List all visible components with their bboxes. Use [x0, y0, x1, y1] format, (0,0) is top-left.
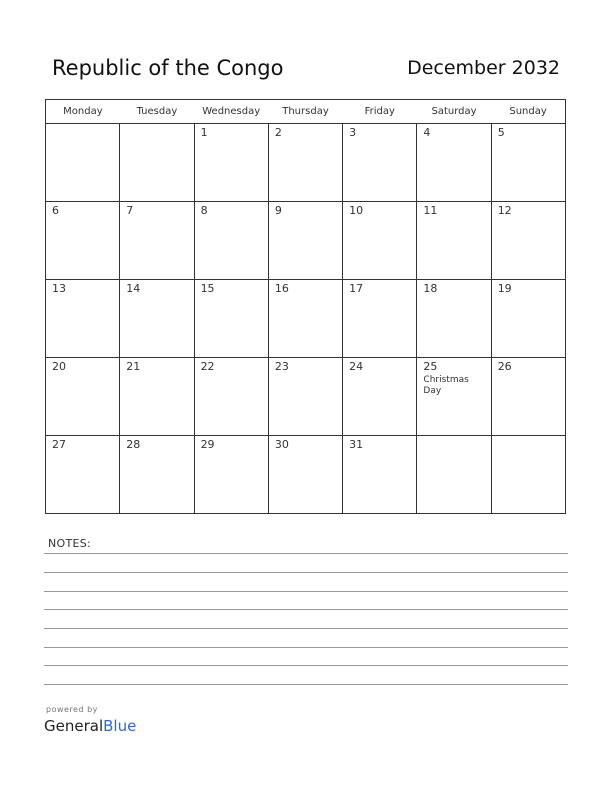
logo-general-text: General: [44, 717, 104, 735]
day-number: 28: [126, 438, 141, 451]
day-number: 4: [423, 126, 431, 139]
calendar-country-title: Republic of the Congo: [52, 56, 284, 80]
day-number: 15: [200, 282, 215, 295]
weekday-header: Tuesday: [120, 100, 194, 124]
day-cell: [343, 124, 417, 202]
holiday-label: Christmas Day: [423, 375, 469, 396]
notes-line: [44, 553, 568, 554]
day-cell: [343, 358, 417, 436]
day-cell: [46, 358, 120, 436]
notes-label: NOTES:: [48, 537, 92, 550]
day-cell: [417, 280, 491, 358]
notes-line: [44, 647, 568, 648]
day-cell: [120, 280, 194, 358]
day-cell: [268, 124, 342, 202]
notes-line: [44, 572, 568, 573]
day-number: 8: [200, 204, 208, 217]
day-cell: [417, 202, 491, 280]
day-number: [120, 124, 193, 126]
day-number: 29: [200, 438, 215, 451]
day-number: 1: [200, 126, 208, 139]
day-cell: [194, 202, 268, 280]
generalblue-logo: [44, 717, 136, 735]
day-number: 2: [274, 126, 282, 139]
day-number: 31: [349, 438, 364, 451]
week-row: [46, 202, 566, 280]
day-number: [46, 124, 119, 126]
day-cell: [268, 358, 342, 436]
day-number: 14: [126, 282, 141, 295]
weekday-header: Friday: [343, 100, 417, 124]
day-number: 17: [349, 282, 364, 295]
day-number: 3: [349, 126, 357, 139]
day-number: 12: [497, 204, 512, 217]
day-number: 24: [349, 360, 364, 373]
notes-line: [44, 684, 568, 685]
powered-by-text: powered by: [46, 705, 98, 714]
day-number: 6: [52, 204, 59, 217]
calendar-grid: [45, 99, 566, 514]
day-number: 19: [497, 282, 512, 295]
day-cell: [268, 202, 342, 280]
day-cell: [491, 124, 565, 202]
day-cell: [491, 436, 565, 514]
notes-line: [44, 665, 568, 666]
calendar-month-year: December 2032: [407, 57, 560, 79]
day-number: 26: [497, 360, 512, 373]
day-cell: [343, 280, 417, 358]
day-number: 21: [126, 360, 141, 373]
weekday-header: Wednesday: [194, 100, 268, 124]
day-cell: [268, 436, 342, 514]
day-cell: [491, 358, 565, 436]
day-number: 20: [52, 360, 66, 373]
day-cell: [46, 202, 120, 280]
day-cell: [491, 280, 565, 358]
day-number: 5: [497, 126, 505, 139]
week-row: [46, 124, 566, 202]
weekday-header: Saturday: [417, 100, 491, 124]
day-cell: [343, 202, 417, 280]
day-cell: [194, 436, 268, 514]
day-cell: [120, 124, 194, 202]
day-cell: [417, 124, 491, 202]
day-number: 18: [423, 282, 438, 295]
day-number: 25: [423, 360, 438, 373]
day-cell: [268, 280, 342, 358]
day-cell: [194, 280, 268, 358]
day-cell: [491, 202, 565, 280]
day-cell-holiday: [417, 358, 491, 436]
notes-line: [44, 609, 568, 610]
day-number: 13: [52, 282, 66, 295]
week-row: [46, 436, 566, 514]
day-cell: [120, 436, 194, 514]
day-number: [492, 436, 565, 438]
day-number: [417, 436, 490, 438]
weekday-header: Thursday: [268, 100, 342, 124]
day-cell: [343, 436, 417, 514]
day-number: 9: [274, 204, 282, 217]
notes-line: [44, 628, 568, 629]
day-number: 27: [52, 438, 66, 451]
day-number: 23: [274, 360, 289, 373]
day-cell: [120, 202, 194, 280]
day-number: 10: [349, 204, 364, 217]
day-cell: [46, 436, 120, 514]
day-cell: [46, 124, 120, 202]
day-cell: [417, 436, 491, 514]
day-number: 7: [126, 204, 134, 217]
day-cell: [194, 124, 268, 202]
notes-line: [44, 591, 568, 592]
day-cell: [46, 280, 120, 358]
day-number: 22: [200, 360, 215, 373]
day-cell: [194, 358, 268, 436]
weekday-header: Sunday: [491, 100, 565, 124]
weekday-header-row: [46, 100, 566, 124]
week-row: [46, 358, 566, 436]
day-cell: [120, 358, 194, 436]
weekday-header: Monday: [46, 100, 120, 124]
day-number: 16: [274, 282, 289, 295]
logo-blue-text: Blue: [103, 717, 137, 735]
week-row: [46, 280, 566, 358]
day-number: 30: [274, 438, 289, 451]
day-number: 11: [423, 204, 438, 217]
